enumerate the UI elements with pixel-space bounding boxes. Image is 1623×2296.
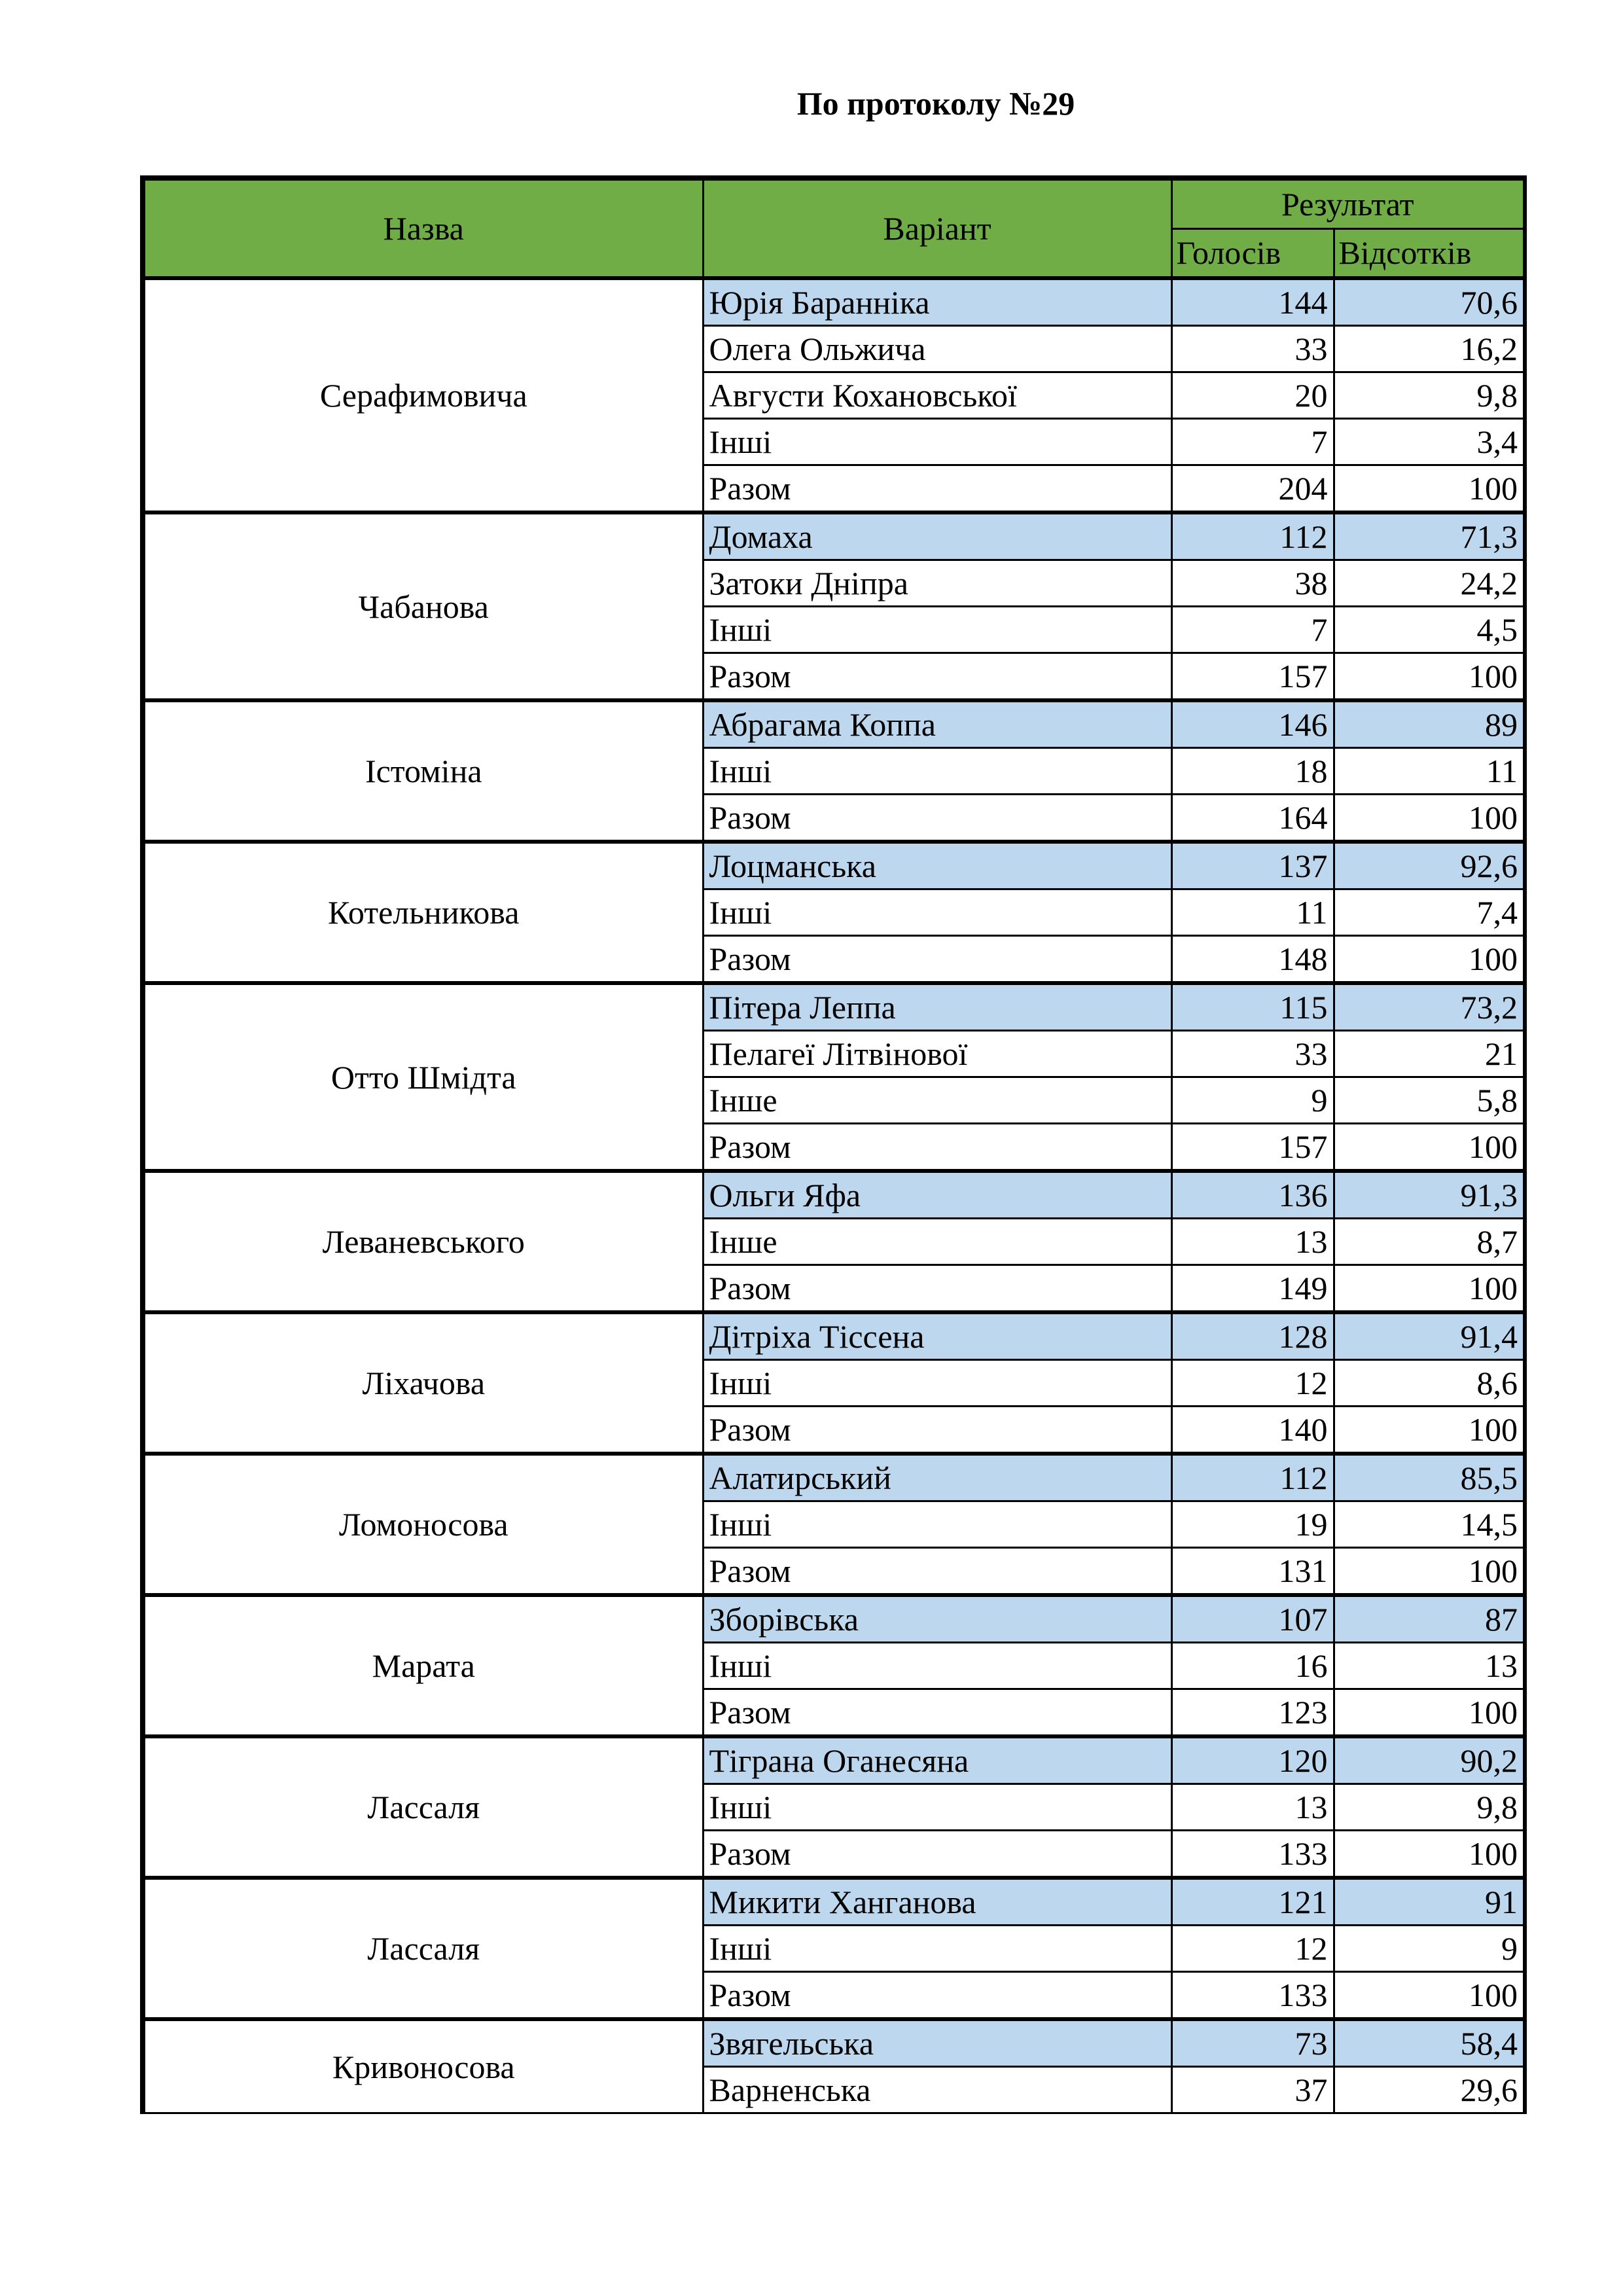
percent-cell: 100 — [1334, 936, 1525, 984]
votes-cell: 33 — [1171, 1031, 1334, 1077]
header-percent: Відсотків — [1334, 228, 1525, 278]
variant-cell: Затоки Дніпра — [703, 560, 1171, 607]
table-row — [143, 512, 1525, 560]
percent-cell: 13 — [1334, 1643, 1525, 1689]
votes-cell: 20 — [1171, 372, 1334, 419]
variant-cell: Разом — [703, 653, 1171, 701]
variant-cell: Пелагеї Літвінової — [703, 1031, 1171, 1077]
votes-cell: 157 — [1171, 653, 1334, 701]
votes-cell: 112 — [1171, 1454, 1334, 1501]
percent-cell: 21 — [1334, 1031, 1525, 1077]
percent-cell: 9,8 — [1334, 372, 1525, 419]
variant-cell: Пітера Леппа — [703, 983, 1171, 1031]
group-name: Кривоносова — [143, 2019, 703, 2113]
percent-cell: 58,4 — [1334, 2019, 1525, 2067]
percent-cell: 100 — [1334, 1124, 1525, 1172]
variant-cell: Зборівська — [703, 1595, 1171, 1643]
votes-cell: 9 — [1171, 1077, 1334, 1124]
variant-cell: Варненська — [703, 2067, 1171, 2113]
header-name: Назва — [143, 178, 703, 278]
variant-cell: Інше — [703, 1077, 1171, 1124]
group-name: Істоміна — [143, 700, 703, 842]
table-row — [143, 1171, 1525, 1219]
votes-cell: 115 — [1171, 983, 1334, 1031]
percent-cell: 87 — [1334, 1595, 1525, 1643]
votes-cell: 13 — [1171, 1784, 1334, 1831]
votes-cell: 13 — [1171, 1219, 1334, 1265]
votes-cell: 148 — [1171, 936, 1334, 984]
header-result: Результат — [1171, 178, 1525, 228]
percent-cell: 70,6 — [1334, 278, 1525, 326]
percent-cell: 100 — [1334, 1831, 1525, 1878]
percent-cell: 11 — [1334, 748, 1525, 795]
votes-cell: 144 — [1171, 278, 1334, 326]
variant-cell: Разом — [703, 1548, 1171, 1596]
table-row — [143, 1736, 1525, 1784]
group-name: Марата — [143, 1595, 703, 1736]
variant-cell: Інші — [703, 1501, 1171, 1548]
percent-cell: 5,8 — [1334, 1077, 1525, 1124]
percent-cell: 91,4 — [1334, 1312, 1525, 1360]
variant-cell: Інші — [703, 1643, 1171, 1689]
percent-cell: 73,2 — [1334, 983, 1525, 1031]
group-name: Лассаля — [143, 1878, 703, 2019]
votes-cell: 136 — [1171, 1171, 1334, 1219]
header-votes: Голосів — [1171, 228, 1334, 278]
table-row — [143, 1454, 1525, 1501]
variant-cell: Інші — [703, 607, 1171, 653]
variant-cell: Звягельська — [703, 2019, 1171, 2067]
table-row — [143, 2019, 1525, 2067]
percent-cell: 9,8 — [1334, 1784, 1525, 1831]
percent-cell: 14,5 — [1334, 1501, 1525, 1548]
percent-cell: 100 — [1334, 1265, 1525, 1313]
variant-cell: Разом — [703, 936, 1171, 984]
votes-cell: 128 — [1171, 1312, 1334, 1360]
percent-cell: 24,2 — [1334, 560, 1525, 607]
percent-cell: 16,2 — [1334, 326, 1525, 372]
variant-cell: Олега Ольжича — [703, 326, 1171, 372]
group-name: Ліхачова — [143, 1312, 703, 1454]
variant-cell: Інші — [703, 419, 1171, 465]
percent-cell: 8,7 — [1334, 1219, 1525, 1265]
variant-cell: Разом — [703, 465, 1171, 513]
votes-cell: 7 — [1171, 607, 1334, 653]
percent-cell: 91 — [1334, 1878, 1525, 1926]
variant-cell: Разом — [703, 1831, 1171, 1878]
percent-cell: 8,6 — [1334, 1360, 1525, 1407]
percent-cell: 100 — [1334, 1689, 1525, 1737]
votes-cell: 12 — [1171, 1360, 1334, 1407]
percent-cell: 90,2 — [1334, 1736, 1525, 1784]
variant-cell: Юрія Баранніка — [703, 278, 1171, 326]
votes-cell: 133 — [1171, 1831, 1334, 1878]
variant-cell: Інші — [703, 1360, 1171, 1407]
variant-cell: Разом — [703, 1689, 1171, 1737]
group-name: Серафимовича — [143, 278, 703, 512]
group-name: Леваневського — [143, 1171, 703, 1312]
percent-cell: 100 — [1334, 1548, 1525, 1596]
votes-cell: 157 — [1171, 1124, 1334, 1172]
votes-cell: 107 — [1171, 1595, 1334, 1643]
variant-cell: Лоцманська — [703, 842, 1171, 889]
votes-cell: 19 — [1171, 1501, 1334, 1548]
table-row — [143, 1312, 1525, 1360]
table-row — [143, 278, 1525, 326]
variant-cell: Разом — [703, 1972, 1171, 2020]
votes-cell: 123 — [1171, 1689, 1334, 1737]
variant-cell: Інші — [703, 1784, 1171, 1831]
variant-cell: Абрагама Коппа — [703, 700, 1171, 748]
table-header — [143, 178, 1525, 278]
table-row — [143, 1878, 1525, 1926]
table-row — [143, 700, 1525, 748]
group-name: Отто Шмідта — [143, 983, 703, 1171]
table-body — [143, 278, 1525, 2113]
votes-cell: 12 — [1171, 1926, 1334, 1972]
votes-cell: 164 — [1171, 795, 1334, 842]
group-name: Котельникова — [143, 842, 703, 983]
percent-cell: 91,3 — [1334, 1171, 1525, 1219]
votes-cell: 146 — [1171, 700, 1334, 748]
votes-cell: 137 — [1171, 842, 1334, 889]
page-title: По протоколу №29 — [796, 85, 1075, 122]
votes-cell: 16 — [1171, 1643, 1334, 1689]
percent-cell: 3,4 — [1334, 419, 1525, 465]
variant-cell: Інші — [703, 748, 1171, 795]
variant-cell: Ольги Яфа — [703, 1171, 1171, 1219]
votes-cell: 7 — [1171, 419, 1334, 465]
votes-cell: 18 — [1171, 748, 1334, 795]
percent-cell: 29,6 — [1334, 2067, 1525, 2113]
group-name: Чабанова — [143, 512, 703, 700]
percent-cell: 89 — [1334, 700, 1525, 748]
percent-cell: 100 — [1334, 1407, 1525, 1454]
votes-cell: 140 — [1171, 1407, 1334, 1454]
group-name: Ломоносова — [143, 1454, 703, 1595]
votes-cell: 121 — [1171, 1878, 1334, 1926]
variant-cell: Інше — [703, 1219, 1171, 1265]
results-table — [140, 175, 1527, 2114]
votes-cell: 73 — [1171, 2019, 1334, 2067]
votes-cell: 120 — [1171, 1736, 1334, 1784]
variant-cell: Дітріха Тіссена — [703, 1312, 1171, 1360]
variant-cell: Разом — [703, 1265, 1171, 1313]
table-row — [143, 842, 1525, 889]
percent-cell: 100 — [1334, 1972, 1525, 2020]
percent-cell: 100 — [1334, 795, 1525, 842]
percent-cell: 9 — [1334, 1926, 1525, 1972]
percent-cell: 100 — [1334, 653, 1525, 701]
votes-cell: 11 — [1171, 889, 1334, 936]
variant-cell: Разом — [703, 1407, 1171, 1454]
variant-cell: Августи Кохановської — [703, 372, 1171, 419]
table-row — [143, 1595, 1525, 1643]
votes-cell: 38 — [1171, 560, 1334, 607]
percent-cell: 7,4 — [1334, 889, 1525, 936]
votes-cell: 37 — [1171, 2067, 1334, 2113]
variant-cell: Микити Ханганова — [703, 1878, 1171, 1926]
percent-cell: 100 — [1334, 465, 1525, 513]
votes-cell: 112 — [1171, 512, 1334, 560]
group-name: Лассаля — [143, 1736, 703, 1878]
header-variant: Варіант — [703, 178, 1171, 278]
votes-cell: 149 — [1171, 1265, 1334, 1313]
votes-cell: 204 — [1171, 465, 1334, 513]
variant-cell: Інші — [703, 1926, 1171, 1972]
percent-cell: 85,5 — [1334, 1454, 1525, 1501]
votes-cell: 131 — [1171, 1548, 1334, 1596]
percent-cell: 4,5 — [1334, 607, 1525, 653]
votes-cell: 133 — [1171, 1972, 1334, 2020]
variant-cell: Домаха — [703, 512, 1171, 560]
variant-cell: Інші — [703, 889, 1171, 936]
variant-cell: Алатирський — [703, 1454, 1171, 1501]
votes-cell: 33 — [1171, 326, 1334, 372]
percent-cell: 71,3 — [1334, 512, 1525, 560]
percent-cell: 92,6 — [1334, 842, 1525, 889]
variant-cell: Тіграна Оганесяна — [703, 1736, 1171, 1784]
page-cutoff — [0, 2217, 1623, 2296]
table-row — [143, 983, 1525, 1031]
variant-cell: Разом — [703, 795, 1171, 842]
variant-cell: Разом — [703, 1124, 1171, 1172]
